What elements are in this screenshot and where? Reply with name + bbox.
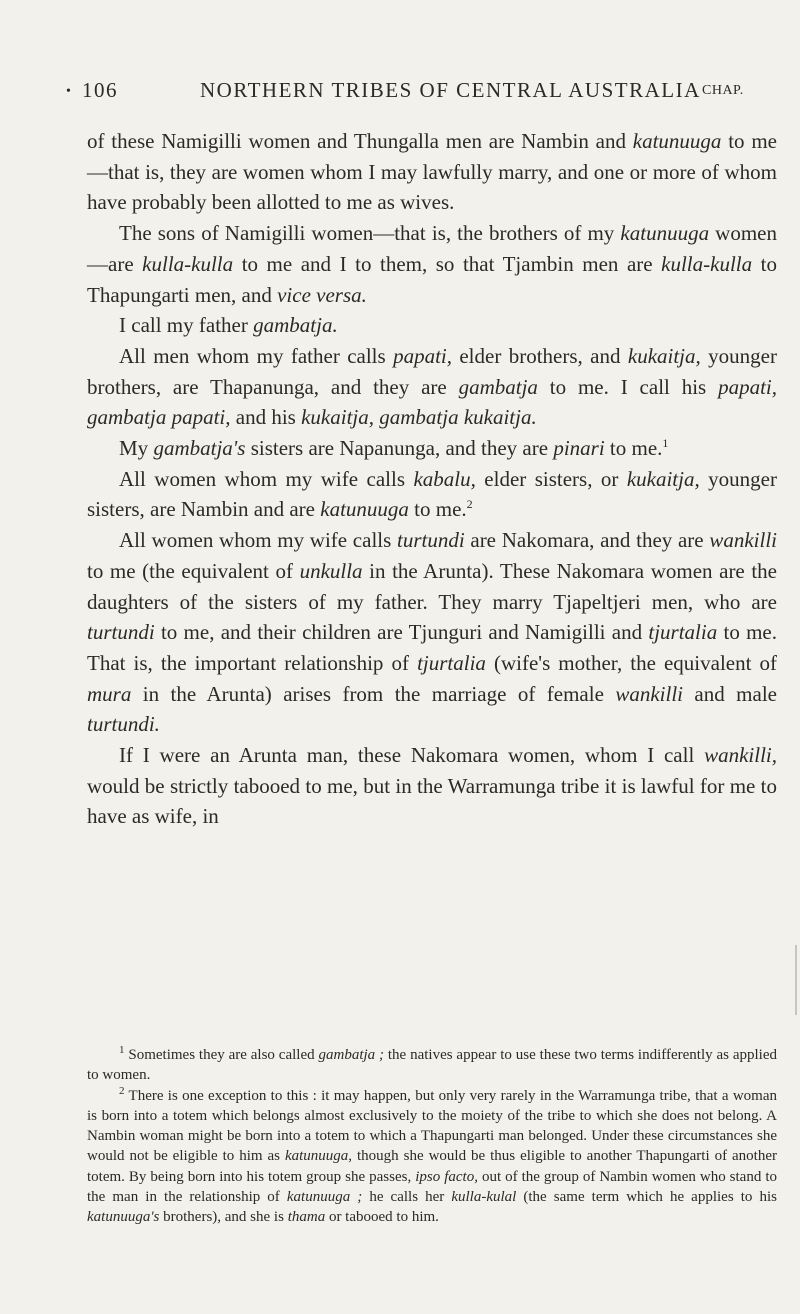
text-run: to me, and their children are Tjunguri and Namigilli and <box>154 620 649 645</box>
text-run: to me and I to them, so that Tjambin men are <box>233 251 662 276</box>
italic-term: vice versa. <box>277 282 367 307</box>
italic-term: mura <box>87 681 132 706</box>
text-run: brothers), and she is <box>159 1209 288 1226</box>
italic-term: tjurtalia <box>648 620 718 645</box>
italic-term: tjurtalia <box>417 650 486 675</box>
italic-term: katunuuga <box>620 221 710 246</box>
text-run: women—are <box>87 221 778 276</box>
footnote-number: 1 <box>119 1044 125 1056</box>
text-run: If I were an Arunta man, these Nakomara women, whom I call <box>119 743 705 768</box>
italic-term: gambatja ; <box>318 1047 385 1063</box>
text-run: (wife's mother, the equivalent of <box>485 650 777 675</box>
text-run: out of the group of Nambin women who stand to the man in the relationship of <box>87 1168 778 1206</box>
italic-term: gambatja's <box>153 436 246 461</box>
text-run: though she would be thus eligible to another Thapungarti of another totem. By being born into his totem group she passes, <box>87 1148 778 1185</box>
italic-term: ipso facto, <box>415 1168 478 1185</box>
page-number: 106 <box>82 78 118 102</box>
italic-term: katunuuga <box>320 497 409 522</box>
text-run: to me. <box>604 436 663 461</box>
italic-term: katunuuga <box>632 129 722 153</box>
text-run: and male <box>683 681 777 706</box>
italic-term: unkulla <box>299 558 363 583</box>
italic-term: wankilli <box>709 528 777 553</box>
paragraph <box>87 433 777 464</box>
paragraph <box>87 464 777 525</box>
italic-term: pinari <box>553 436 605 461</box>
paragraph <box>87 341 777 433</box>
text-run: to me. I call his <box>537 374 719 399</box>
italic-term: katunuuga, <box>284 1148 353 1165</box>
running-header <box>66 78 766 112</box>
italic-term: gambatja <box>458 374 538 399</box>
page-edge-mark <box>795 945 797 1015</box>
footnote-ref: 1 <box>662 436 669 451</box>
italic-term: kukaitja, gambatja kukaitja. <box>301 405 537 430</box>
footnotes <box>87 1045 777 1228</box>
footnote-number: 2 <box>119 1084 125 1097</box>
text-run: I call my father <box>119 313 254 338</box>
text-run: My <box>119 436 154 461</box>
italic-term: wankilli <box>615 681 683 706</box>
text-run: or tabooed to him. <box>325 1209 439 1226</box>
text-run: Sometimes they are also called <box>124 1047 319 1063</box>
italic-term: kulla-kulla <box>661 251 753 276</box>
italic-term: kabalu, <box>413 466 476 491</box>
text-run: he calls her <box>362 1189 452 1206</box>
text-run: to Thapungarti men, and <box>87 251 777 307</box>
header-bullet: • <box>66 84 73 99</box>
paragraph <box>87 310 777 341</box>
italic-term: turtundi <box>396 528 465 553</box>
chapter-label: CHAP. <box>702 83 744 98</box>
italic-term: thama <box>287 1209 326 1226</box>
text-run: would be strictly tabooed to me, but in the Warramunga tribe it is lawful for me to have as wife, in <box>87 773 777 829</box>
text-run: in the Arunta). These Nakomara women are the daughters of the sisters of my father. They marry Tjapeltjeri men, who are <box>87 558 778 614</box>
text-run: sisters are Napanunga, and they are <box>245 436 554 461</box>
text-run: the natives appear to use these two terms indifferently as applied to women. <box>87 1047 777 1084</box>
text-run: There is one exception to this : it may happen, but only very rarely in the Warramunga tribe, that a woman is born into a totem which belongs almost exclusively to the moiety of the tribe to which she does not belong. A Nambin woman might be born into a totem to which a Thapungarti man belonged. Under these circumstances she would not be eligible to him as <box>87 1087 777 1165</box>
text-run: (the same term which he applies to his <box>516 1189 777 1206</box>
italic-term: wankilli, <box>704 743 777 768</box>
text-run: younger sisters, are Nambin and are <box>87 466 777 522</box>
paragraph <box>87 525 777 740</box>
italic-term: papati, <box>393 343 452 368</box>
italic-term: katunuuga ; <box>286 1189 363 1206</box>
paragraph <box>87 218 777 310</box>
footnote-ref: 2 <box>466 497 473 512</box>
italic-term: kulla-kulla <box>142 251 234 276</box>
italic-term: turtundi <box>87 620 155 645</box>
text-run: and his <box>230 405 302 430</box>
text-run: are Nakomara, and they are <box>464 528 710 553</box>
paragraph <box>87 740 777 832</box>
text-run: All women whom my wife calls <box>119 466 414 491</box>
italic-term: kukaitja, <box>626 466 700 491</box>
body-text <box>87 126 777 832</box>
text-run: in the Arunta) arises from the marriage of female <box>131 681 616 706</box>
italic-term: katunuuga's <box>87 1209 160 1226</box>
italic-term: kulla-kulal <box>451 1189 517 1206</box>
text-run: to me. That is, the important relationship of <box>87 620 777 675</box>
text-run: All women whom my wife calls <box>119 528 397 553</box>
italic-term: kukaitja, <box>627 343 701 368</box>
text-run: elder sisters, or <box>475 466 627 491</box>
text-run: The sons of Namigilli women—that is, the brothers of my <box>119 221 621 246</box>
text-run: younger brothers, are Thapanunga, and they are <box>87 343 777 399</box>
text-run: elder brothers, and <box>451 343 628 368</box>
text-run: to me—that is, they are women whom I may lawfully marry, and one or more of whom have probably been allotted to me as wives. <box>87 129 777 215</box>
text-run: to me (the equivalent of <box>87 558 300 583</box>
italic-term: papati, gambatja papati, <box>87 374 777 430</box>
text-run: to me. <box>408 497 467 522</box>
text-run: All men whom my father calls <box>119 343 394 368</box>
footnote <box>87 1045 777 1086</box>
paragraph <box>87 126 777 218</box>
italic-term: gambatja. <box>253 313 338 338</box>
italic-term: turtundi. <box>87 712 160 737</box>
running-title: NORTHERN TRIBES OF CENTRAL AUSTRALIA <box>200 78 701 102</box>
text-run: of these Namigilli women and Thungalla men are Nambin and <box>87 129 633 153</box>
footnote <box>87 1086 777 1228</box>
